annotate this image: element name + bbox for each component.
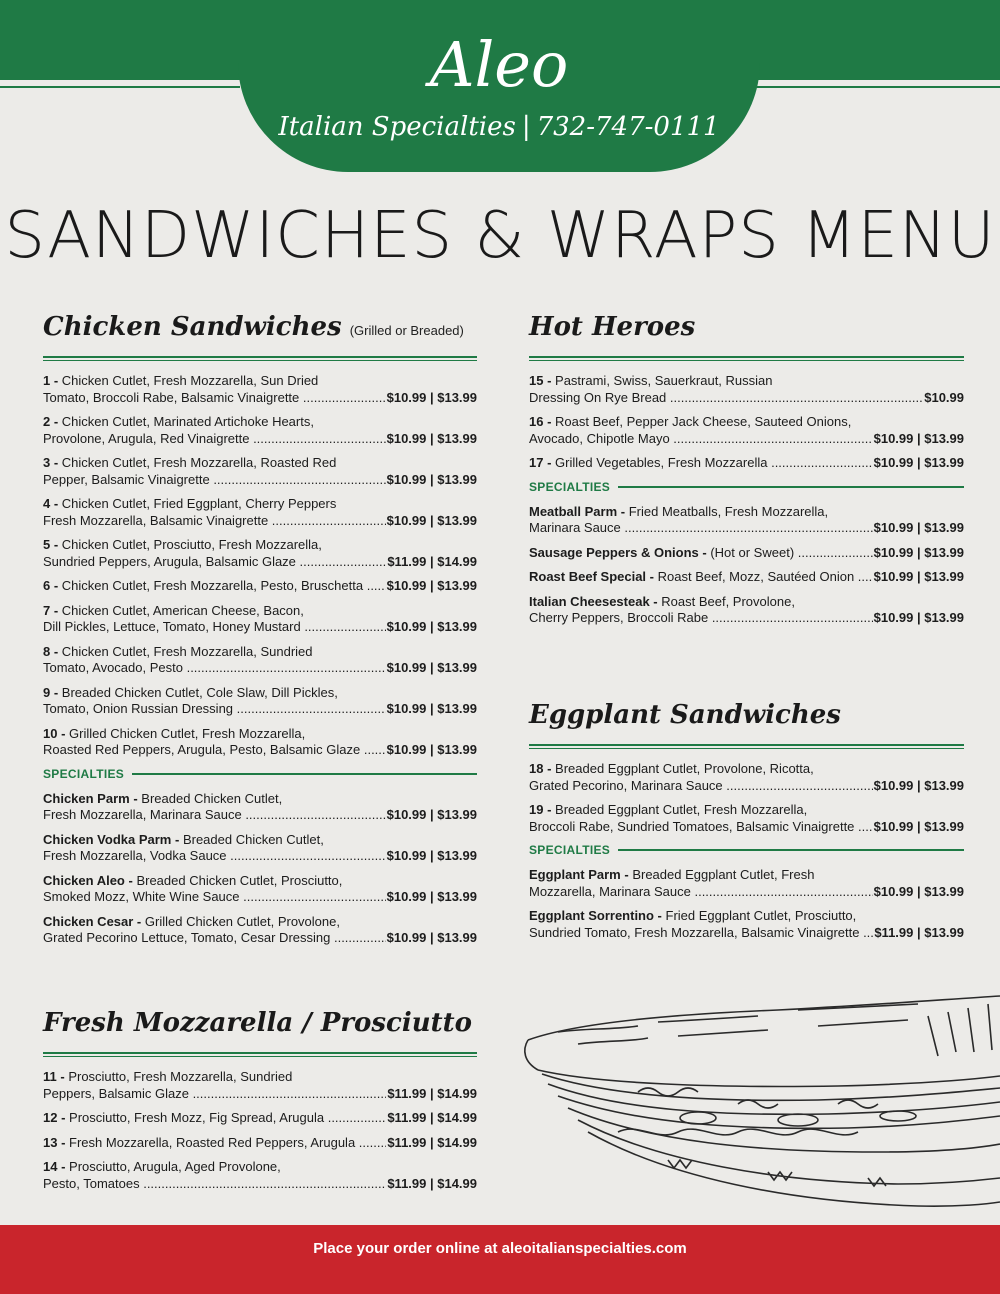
- item-description-cont: Marinara Sauce: [529, 520, 621, 535]
- menu-item: [43, 726, 477, 759]
- section-rule: [529, 744, 964, 749]
- item-price: $10.99 | $13.99: [386, 619, 477, 634]
- item-description-cont: Fresh Mozzarella, Marinara Sauce: [43, 807, 242, 822]
- item-number: 3 -: [43, 455, 59, 470]
- mozz-item-list: [43, 1069, 477, 1192]
- header-rule-left: [0, 86, 240, 88]
- item-description-cont: Grated Pecorino Lettuce, Tomato, Cesar Dressing: [43, 930, 331, 945]
- specialty-item: [529, 908, 964, 941]
- specialties-label: SPECIALTIES: [43, 766, 125, 781]
- menu-item: [43, 455, 477, 488]
- item-description: Chicken Cutlet, Fresh Mozzarella, Sun Dried: [61, 373, 319, 388]
- specialties-heading: [529, 480, 964, 494]
- header-rule-right: [755, 86, 1000, 88]
- item-price: $10.99 | $13.99: [873, 430, 964, 446]
- item-name: Chicken Aleo -: [43, 872, 133, 888]
- menu-item: [43, 1110, 477, 1127]
- item-price: $10.99 | $13.99: [386, 512, 477, 528]
- item-price: $10.99 | $13.99: [386, 471, 477, 487]
- sandwich-illustration: [518, 992, 1000, 1212]
- specialties-label: SPECIALTIES: [529, 843, 611, 857]
- item-number: 2 -: [43, 414, 59, 429]
- item-description: Roast Beef, Provolone,: [661, 593, 795, 609]
- hot-specialty-list: [529, 504, 964, 627]
- item-description: Breaded Chicken Cutlet, Prosciutto,: [136, 872, 343, 888]
- section-rule: [43, 1052, 477, 1057]
- item-number: 9 -: [43, 684, 59, 700]
- item-description-cont: Avocado, Chipotle Mayo: [529, 430, 670, 446]
- item-price: $10.99 | $13.99: [386, 742, 477, 757]
- item-number: 14 -: [43, 1159, 66, 1174]
- item-description: Grilled Chicken Cutlet, Fresh Mozzarella,: [69, 725, 306, 741]
- menu-item: [43, 644, 477, 677]
- specialties-label: SPECIALTIES: [529, 479, 611, 494]
- menu-item: [529, 373, 964, 406]
- item-description: Breaded Eggplant Cutlet, Fresh Mozzarella,: [555, 802, 808, 817]
- item-description: Chicken Cutlet, Marinated Artichoke Hearts,: [61, 414, 314, 429]
- section-subtitle: (Grilled or Breaded): [349, 323, 464, 338]
- item-price: $10.99 | $13.99: [386, 807, 477, 822]
- item-number: 15 -: [529, 373, 552, 388]
- item-description: (Hot or Sweet): [710, 544, 795, 560]
- item-description-cont: Sundried Peppers, Arugula, Balsamic Glaze: [43, 553, 296, 569]
- section-hot-heroes: [529, 312, 964, 635]
- item-price: $10.99 | $13.99: [386, 578, 477, 593]
- brand-tagline: [238, 110, 760, 144]
- item-number: 10 -: [43, 725, 66, 741]
- chicken-item-list: [43, 373, 477, 759]
- item-description-cont: Pesto, Tomatoes: [43, 1175, 140, 1191]
- item-price: $11.99 | $14.99: [387, 1175, 477, 1191]
- item-description-cont: Roasted Red Peppers, Arugula, Pesto, Balsamic Glaze: [43, 742, 361, 757]
- item-name: Eggplant Parm -: [529, 867, 629, 882]
- item-number: 13 -: [43, 1134, 66, 1150]
- item-price: $10.99 | $13.99: [386, 848, 477, 863]
- item-price: $10.99 | $13.99: [873, 455, 964, 470]
- section-eggplant-sandwiches: [529, 700, 964, 949]
- menu-item: [43, 496, 477, 529]
- item-description-cont: Cherry Peppers, Broccoli Rabe: [529, 610, 709, 625]
- item-price: $11.99 | $14.99: [387, 553, 477, 569]
- item-price: $10.99 | $13.99: [386, 660, 477, 675]
- tagline-separator: |: [521, 112, 531, 142]
- item-description: Fresh Mozzarella, Roasted Red Peppers, Arugula: [69, 1134, 356, 1150]
- subtitle: Italian Specialties: [278, 112, 516, 142]
- specialty-item: [529, 569, 964, 586]
- item-price: $10.99 | $13.99: [386, 389, 477, 405]
- eggplant-item-list: [529, 761, 964, 835]
- section-title: Fresh Mozzarella / Prosciutto: [43, 1008, 472, 1038]
- menu-item: [43, 578, 477, 595]
- hot-item-list: [529, 373, 964, 472]
- item-name: Meatball Parm -: [529, 503, 626, 519]
- item-description: Breaded Chicken Cutlet,: [182, 831, 324, 847]
- item-description: Prosciutto, Fresh Mozzarella, Sundried: [68, 1069, 293, 1084]
- item-description: Roast Beef, Pepper Jack Cheese, Sauteed Onions,: [555, 414, 852, 429]
- item-description: Pastrami, Swiss, Sauerkraut, Russian: [555, 373, 773, 388]
- specialty-item: [43, 832, 477, 865]
- chicken-specialty-list: [43, 791, 477, 947]
- item-number: 5 -: [43, 537, 59, 552]
- menu-item: [43, 603, 477, 636]
- item-name: Eggplant Sorrentino -: [529, 908, 662, 923]
- specialty-item: [529, 867, 964, 900]
- menu-item: [43, 373, 477, 406]
- menu-item: [43, 1159, 477, 1192]
- specialty-item: [43, 873, 477, 906]
- specialty-item: [529, 504, 964, 537]
- item-description-cont: Grated Pecorino, Marinara Sauce: [529, 777, 723, 793]
- item-price: $10.99 | $13.99: [873, 544, 964, 560]
- specialty-item: [43, 791, 477, 824]
- section-fresh-mozzarella: [43, 1008, 477, 1200]
- menu-item: [43, 414, 477, 447]
- item-name: Sausage Peppers & Onions -: [529, 544, 707, 560]
- menu-item: [529, 761, 964, 794]
- section-chicken-sandwiches: [43, 312, 477, 955]
- item-number: 1 -: [43, 373, 59, 388]
- item-price: $10.99 | $13.99: [386, 430, 477, 446]
- item-number: 7 -: [43, 602, 59, 618]
- item-description: Chicken Cutlet, Fresh Mozzarella, Roasted Red: [61, 455, 337, 470]
- item-description: Grilled Vegetables, Fresh Mozzarella: [555, 455, 768, 470]
- item-description-cont: Pepper, Balsamic Vinaigrette: [43, 471, 210, 487]
- eggplant-specialty-list: [529, 867, 964, 941]
- section-rule: [529, 356, 964, 361]
- specialties-heading: [529, 843, 964, 857]
- item-description: Chicken Cutlet, Fried Eggplant, Cherry Peppers: [61, 496, 337, 511]
- item-price: $10.99 | $13.99: [873, 777, 964, 793]
- item-description-cont: Peppers, Balsamic Glaze: [43, 1085, 189, 1101]
- section-title: Hot Heroes: [529, 312, 696, 342]
- item-price: $11.99 | $14.99: [387, 1134, 477, 1150]
- item-description-cont: Dressing On Rye Bread: [529, 389, 667, 405]
- specialty-item: [529, 545, 964, 562]
- item-name: Roast Beef Special -: [529, 569, 654, 584]
- item-number: 6 -: [43, 578, 59, 593]
- item-number: 18 -: [529, 761, 552, 776]
- menu-item: [529, 414, 964, 447]
- item-price: $10.99 | $13.99: [386, 889, 477, 904]
- specialty-item: [43, 914, 477, 947]
- item-description: Roast Beef, Mozz, Sautéed Onion: [657, 569, 855, 584]
- item-description-cont: Dill Pickles, Lettuce, Tomato, Honey Mustard: [43, 619, 301, 634]
- item-number: 16 -: [529, 414, 552, 429]
- item-description: Fried Eggplant Cutlet, Prosciutto,: [665, 908, 857, 923]
- item-description: Fried Meatballs, Fresh Mozzarella,: [628, 503, 829, 519]
- item-price: $10.99: [924, 389, 964, 405]
- item-description-cont: Fresh Mozzarella, Vodka Sauce: [43, 848, 227, 863]
- specialties-heading: [43, 767, 477, 781]
- item-name: Chicken Cesar -: [43, 913, 142, 929]
- item-description-cont: Tomato, Broccoli Rabe, Balsamic Vinaigrette: [43, 389, 300, 405]
- item-description-cont: Smoked Mozz, White Wine Sauce: [43, 889, 240, 904]
- specialty-item: [529, 594, 964, 627]
- item-description: Prosciutto, Fresh Mozz, Fig Spread, Arugula: [69, 1110, 325, 1125]
- item-price: $11.99 | $14.99: [387, 1110, 477, 1125]
- item-description-cont: Mozzarella, Marinara Sauce: [529, 883, 691, 899]
- menu-item: [529, 455, 964, 472]
- item-description-cont: Sundried Tomato, Fresh Mozzarella, Balsamic Vinaigrette: [529, 924, 860, 940]
- item-price: $10.99 | $13.99: [873, 569, 964, 584]
- item-price: $11.99 | $14.99: [387, 1085, 477, 1101]
- item-description: Chicken Cutlet, American Cheese, Bacon,: [61, 602, 304, 618]
- item-price: $10.99 | $13.99: [873, 610, 964, 625]
- item-name: Italian Cheesesteak -: [529, 593, 658, 609]
- footer-order-online[interactable]: Place your order online at aleoitalianspecialties.com: [313, 1240, 687, 1257]
- item-name: Chicken Vodka Parm -: [43, 831, 180, 847]
- item-description: Breaded Eggplant Cutlet, Fresh: [632, 867, 815, 882]
- item-number: 4 -: [43, 496, 59, 511]
- section-title: Chicken Sandwiches: [43, 312, 342, 342]
- item-description: Breaded Eggplant Cutlet, Provolone, Ricotta,: [555, 761, 814, 776]
- item-number: 8 -: [43, 643, 59, 659]
- menu-item: [43, 1069, 477, 1102]
- item-description-cont: Broccoli Rabe, Sundried Tomatoes, Balsamic Vinaigrette: [529, 818, 855, 834]
- menu-item: [43, 537, 477, 570]
- item-number: 17 -: [529, 455, 552, 470]
- item-price: $10.99 | $13.99: [386, 930, 477, 945]
- section-rule: [43, 356, 477, 361]
- item-number: 19 -: [529, 802, 552, 817]
- item-description: Grilled Chicken Cutlet, Provolone,: [144, 913, 340, 929]
- brand-logo: Aleo: [429, 28, 569, 101]
- item-price: $10.99 | $13.99: [873, 520, 964, 535]
- page-title: SANDWICHES & WRAPS MENU: [4, 199, 996, 273]
- menu-item: [43, 1135, 477, 1152]
- item-description: Chicken Cutlet, Fresh Mozzarella, Sundried: [61, 643, 313, 659]
- item-name: Chicken Parm -: [43, 790, 138, 806]
- phone-number: 732-747-0111: [536, 112, 720, 142]
- item-description: Chicken Cutlet, Prosciutto, Fresh Mozzarella,: [61, 537, 322, 552]
- item-price: $10.99 | $13.99: [873, 883, 964, 899]
- menu-item: [529, 802, 964, 835]
- item-number: 12 -: [43, 1110, 66, 1125]
- item-description-cont: Provolone, Arugula, Red Vinaigrette: [43, 430, 250, 446]
- item-description: Breaded Chicken Cutlet,: [141, 790, 283, 806]
- section-title: Eggplant Sandwiches: [529, 700, 841, 730]
- item-number: 11 -: [43, 1069, 65, 1084]
- item-description-cont: Tomato, Onion Russian Dressing: [43, 701, 234, 716]
- menu-item: [43, 685, 477, 718]
- item-price: $10.99 | $13.99: [386, 701, 477, 716]
- item-description-cont: Tomato, Avocado, Pesto: [43, 660, 183, 675]
- item-price: $11.99 | $13.99: [874, 924, 964, 940]
- item-description: Breaded Chicken Cutlet, Cole Slaw, Dill Pickles,: [61, 684, 338, 700]
- item-description: Prosciutto, Arugula, Aged Provolone,: [69, 1159, 281, 1174]
- item-description-cont: Fresh Mozzarella, Balsamic Vinaigrette: [43, 512, 269, 528]
- item-description: Chicken Cutlet, Fresh Mozzarella, Pesto, Bruschetta: [61, 578, 364, 593]
- item-price: $10.99 | $13.99: [873, 818, 964, 834]
